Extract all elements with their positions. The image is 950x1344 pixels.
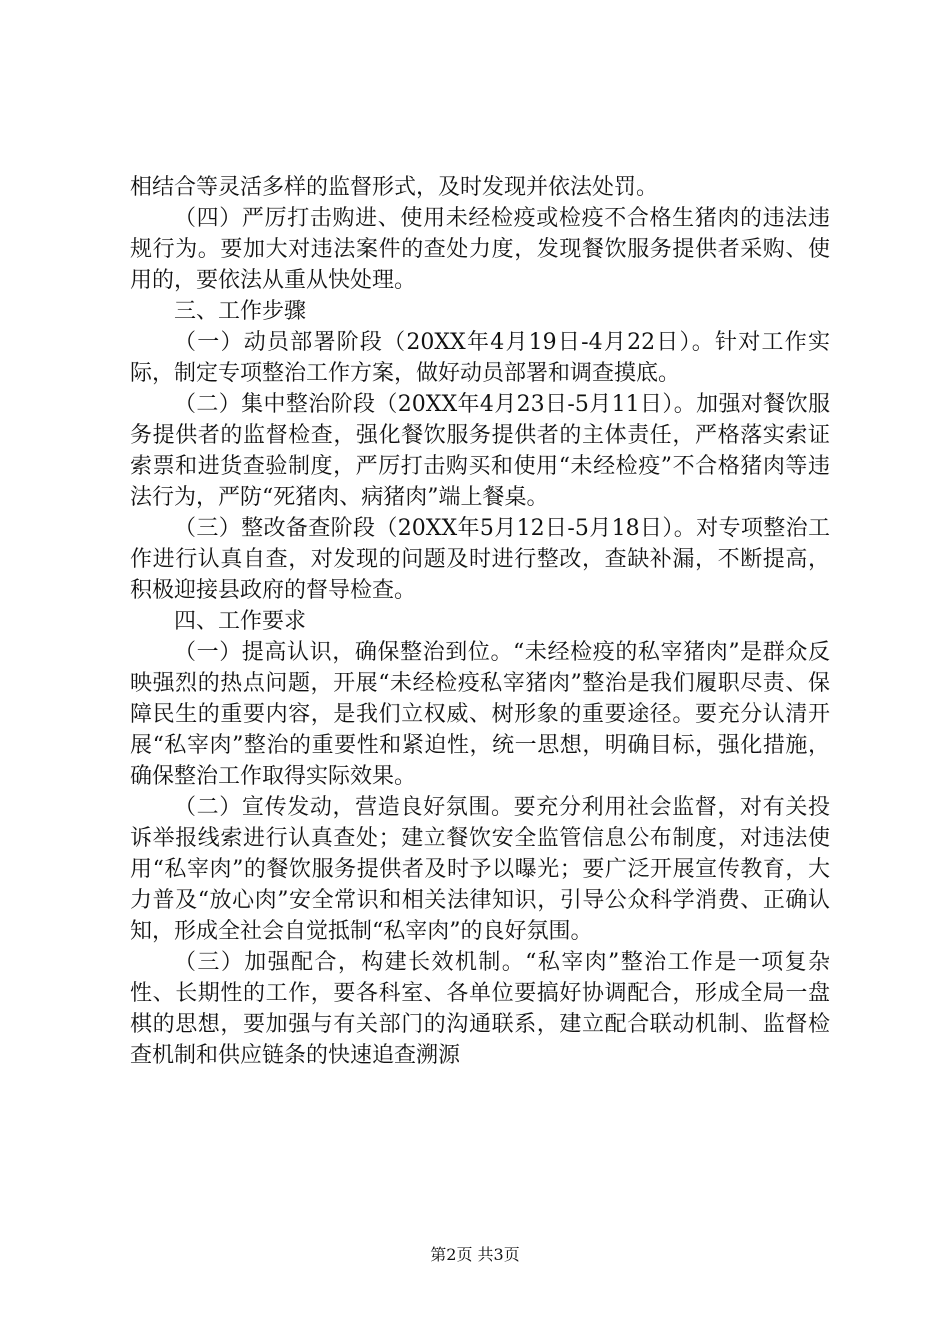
document-body bbox=[130, 172, 830, 1071]
paragraph-item-4: （四）严厉打击购进、使用未经检疫或检疫不合格生猪肉的违法违规行为。要加大对违法案件的查处力度，发现餐饮服务提供者采购、使用的，要依法从重从快处理。 bbox=[130, 206, 830, 293]
section-heading-work-steps: 三、工作步骤 bbox=[174, 299, 307, 324]
paragraph-continuation: 相结合等灵活多样的监督形式，及时发现并依法处罚。 bbox=[130, 175, 659, 200]
section-heading-work-requirements: 四、工作要求 bbox=[174, 609, 307, 634]
paragraph-requirement-2: （二）宣传发动，营造良好氛围。要充分利用社会监督，对有关投诉举报线索进行认真查处；建立餐饮安全监管信息公布制度，对违法使用“私宰肉”的餐饮服务提供者及时予以曝光；要广泛开展宣传教育，大力普及“放心肉”安全常识和相关法律知识，引导公众科学消费、正确认知，形成全社会自觉抵制“私宰肉”的良好氛围。 bbox=[130, 795, 830, 944]
page-number-footer: 第2页 共3页 bbox=[430, 1245, 520, 1264]
paragraph-step-2: （二）集中整治阶段（20XX年4月23日-5月11日）。加强对餐饮服务提供者的监督检查，强化餐饮服务提供者的主体责任，严格落实索证索票和进货查验制度，严厉打击购买和使用“未经检疫”不合格猪肉等违法行为，严防“死猪肉、病猪肉”端上餐桌。 bbox=[130, 392, 830, 510]
paragraph-requirement-1: （一）提高认识，确保整治到位。“未经检疫的私宰猪肉”是群众反映强烈的热点问题，开展“未经检疫私宰猪肉”整治是我们履职尽责、保障民生的重要内容，是我们立权威、树形象的重要途径。要充分认清开展“私宰肉”整治的重要性和紧迫性，统一思想，明确目标，强化措施，确保整治工作取得实际效果。 bbox=[130, 640, 830, 789]
paragraph-step-1: （一）动员部署阶段（20XX年4月19日-4月22日）。针对工作实际，制定专项整治工作方案，做好动员部署和调查摸底。 bbox=[130, 330, 830, 386]
paragraph-step-3: （三）整改备查阶段（20XX年5月12日-5月18日）。对专项整治工作进行认真自查，对发现的问题及时进行整改，查缺补漏，不断提高，积极迎接县政府的督导检查。 bbox=[130, 516, 830, 603]
paragraph-requirement-3: （三）加强配合，构建长效机制。“私宰肉”整治工作是一项复杂性、长期性的工作，要各科室、各单位要搞好协调配合，形成全局一盘棋的思想，要加强与有关部门的沟通联系，建立配合联动机制、监督检查机制和供应链条的快速追查溯源 bbox=[130, 950, 830, 1068]
